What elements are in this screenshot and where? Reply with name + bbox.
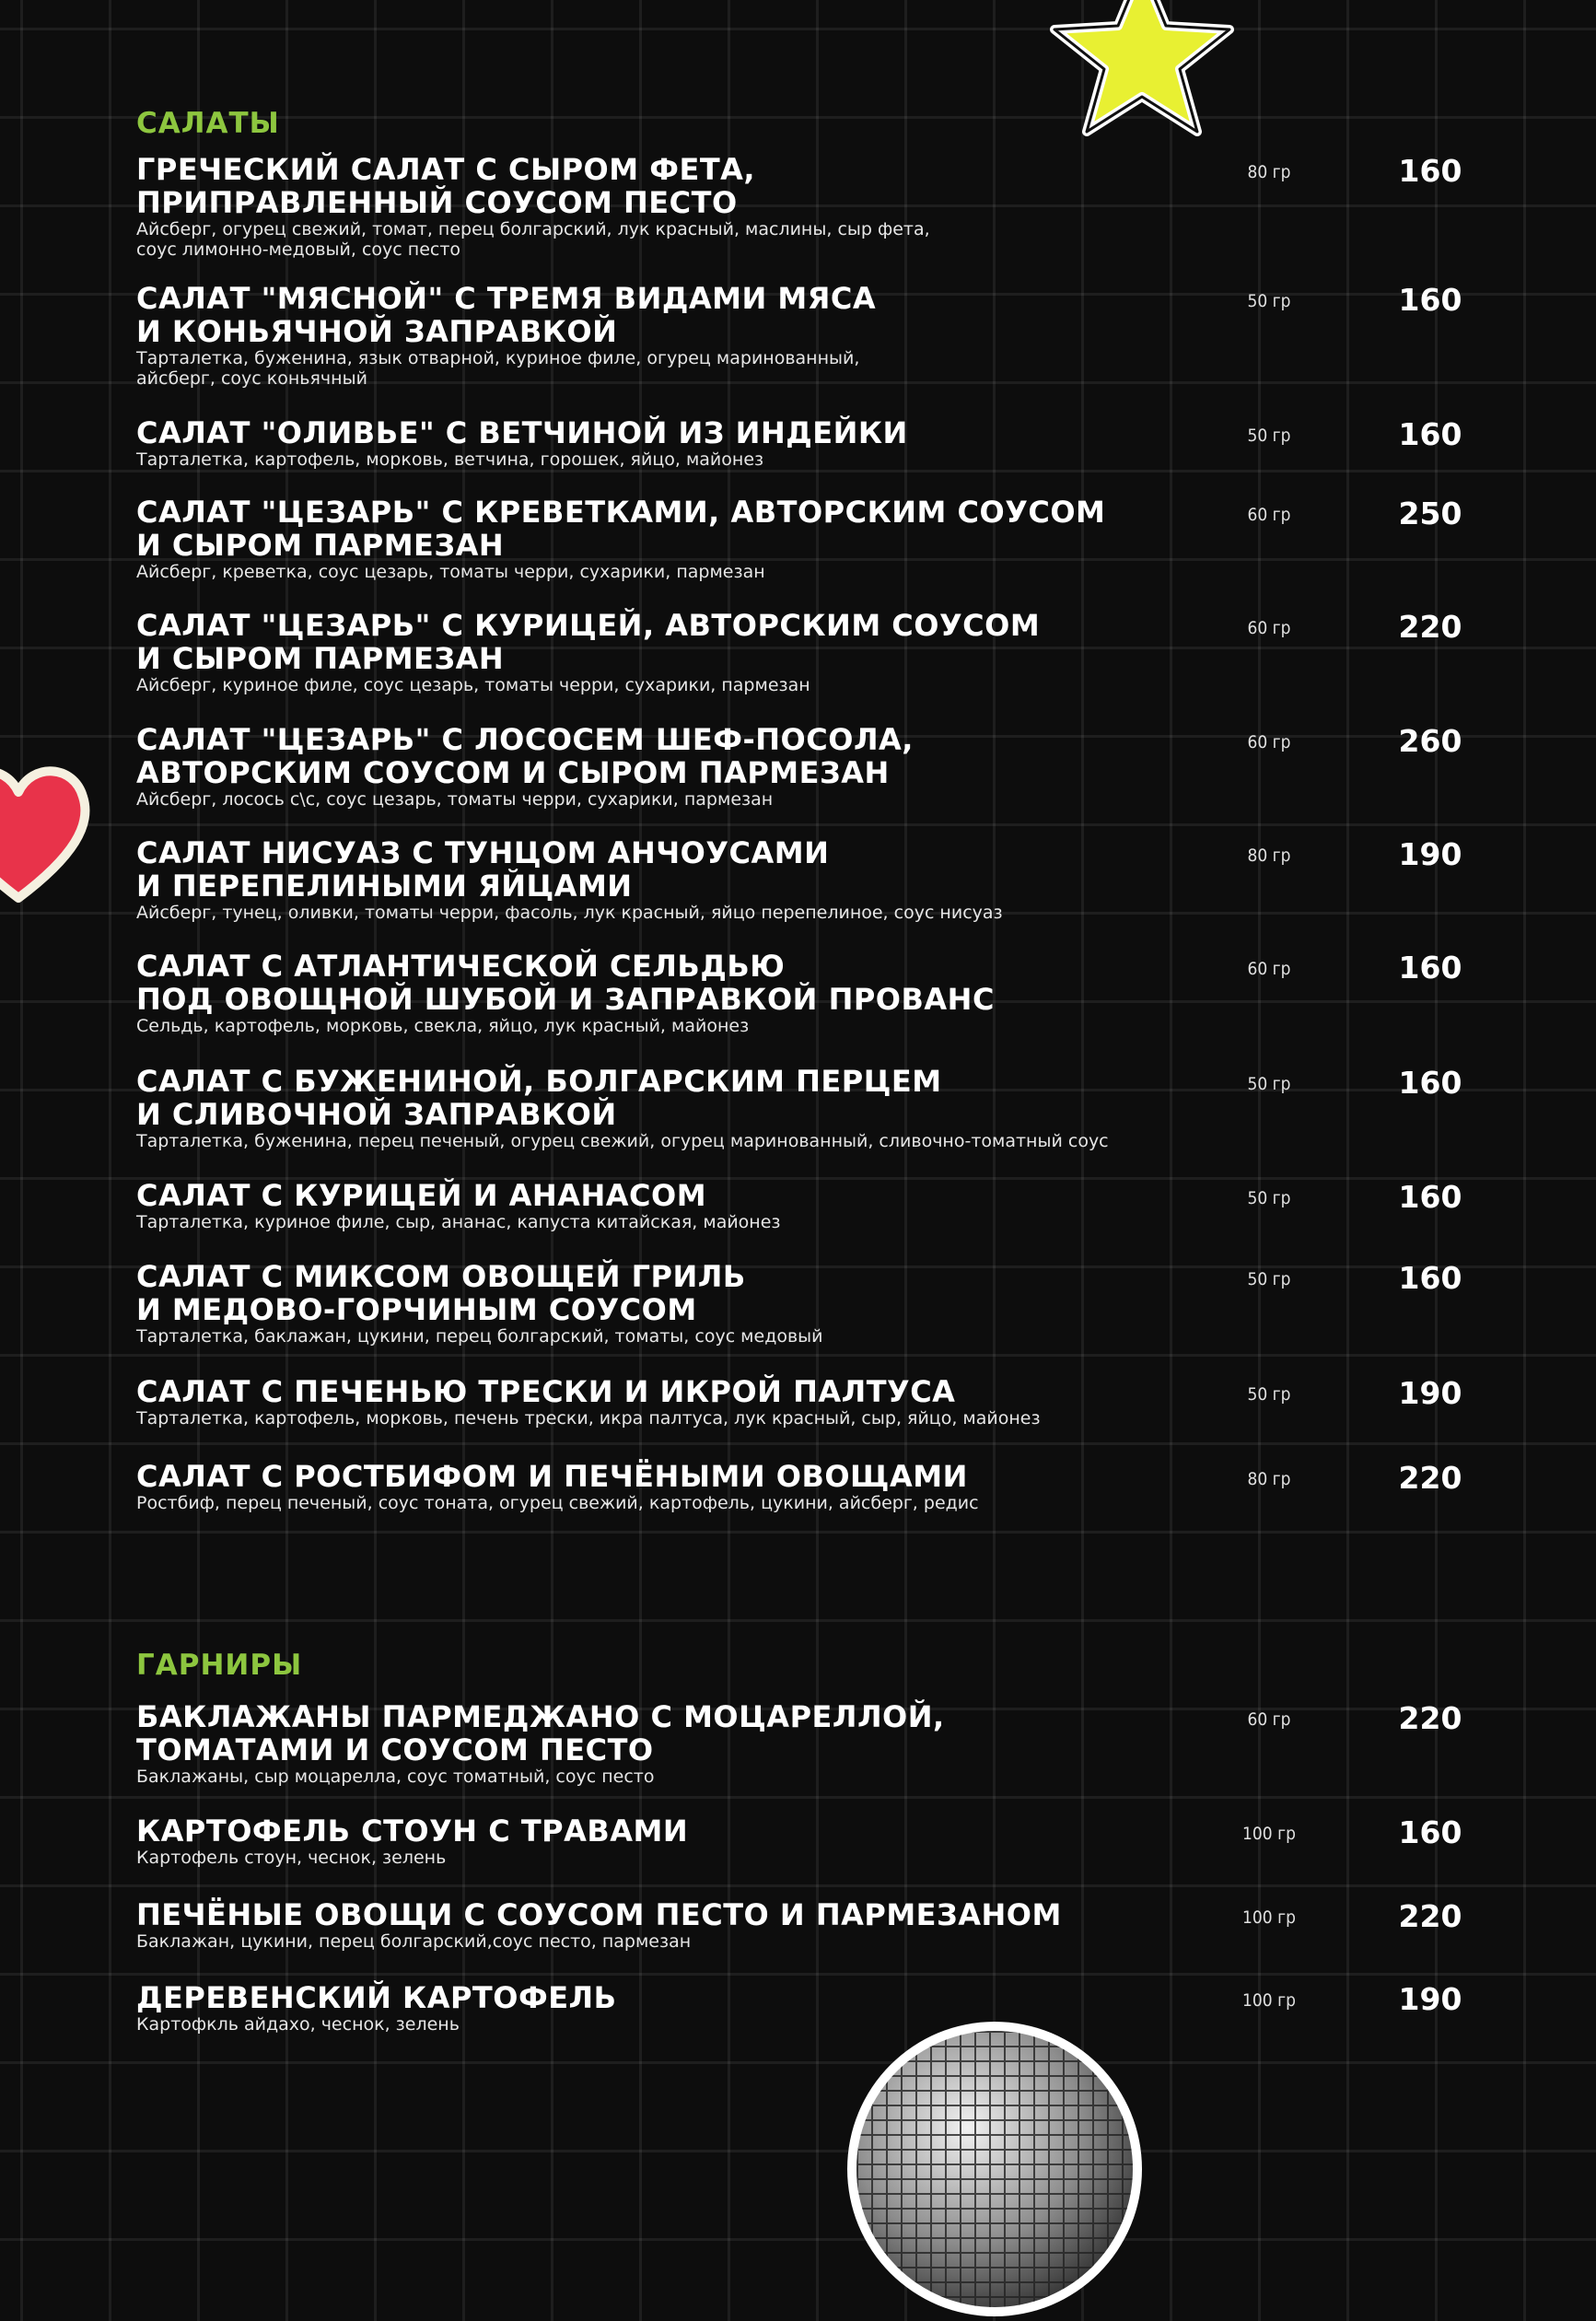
menu-item-price: 160 [1398, 1814, 1462, 1850]
menu-item-weight: 50 гр [1247, 426, 1291, 446]
menu-item-name: САЛАТ С РОСТБИФОМ И ПЕЧЁНЫМИ ОВОЩАМИ [136, 1459, 968, 1494]
menu-item-weight: 60 гр [1247, 959, 1291, 979]
menu-item-name: САЛАТ С БУЖЕНИНОЙ, БОЛГАРСКИМ ПЕРЦЕМ И СЛИВОЧНОЙ ЗАПРАВКОЙ [136, 1064, 942, 1132]
menu-item-name: САЛАТ "МЯСНОЙ" С ТРЕМЯ ВИДАМИ МЯСА И КОНЬЯЧНОЙ ЗАПРАВКОЙ [136, 281, 877, 349]
menu-item-price: 220 [1398, 609, 1462, 645]
menu-item-weight: 50 гр [1247, 1074, 1291, 1094]
menu-item [136, 282, 1481, 389]
menu-item-price: 160 [1398, 1179, 1462, 1215]
menu-item-weight: 50 гр [1247, 1384, 1291, 1405]
menu-item-name: САЛАТ С МИКСОМ ОВОЩЕЙ ГРИЛЬ И МЕДОВО-ГОРЧИНЫМ СОУСОМ [136, 1259, 746, 1327]
menu-item-name: САЛАТ НИСУАЗ С ТУНЦОМ АНЧОУСАМИ И ПЕРЕПЕЛИНЫМИ ЯЙЦАМИ [136, 835, 830, 904]
menu-item-description: Ростбиф, перец печеный, соус тоната, огурец свежий, картофель, цукини, айсберг, редис [136, 1493, 979, 1513]
menu-item-price: 220 [1398, 1898, 1462, 1934]
menu-item-description: Тарталетка, баклажан, цукини, перец болгарский, томаты, соус медовый [136, 1326, 823, 1347]
heart-sticker-icon [0, 746, 92, 912]
menu-item [136, 1814, 1481, 1868]
menu-item-price: 160 [1398, 1065, 1462, 1101]
menu-item-weight: 80 гр [1247, 1469, 1291, 1489]
menu-item-name: САЛАТ "ЦЕЗАРЬ" С КРЕВЕТКАМИ, АВТОРСКИМ СОУСОМ И СЫРОМ ПАРМЕЗАН [136, 495, 1106, 563]
menu-item [136, 1179, 1481, 1232]
menu-item-name: САЛАТ С ПЕЧЕНЬЮ ТРЕСКИ И ИКРОЙ ПАЛТУСА [136, 1374, 956, 1409]
menu-item-description: Тарталетка, куриное филе, сыр, ананас, капуста китайская, майонез [136, 1212, 781, 1232]
menu-item-price: 220 [1398, 1460, 1462, 1496]
menu-item [136, 416, 1481, 470]
menu-item-description: Тарталетка, буженина, язык отварной, куриное филе, огурец маринованный, айсберг, соус коньячный [136, 348, 860, 389]
menu-item-description: Айсберг, куриное филе, соус цезарь, томаты черри, сухарики, пармезан [136, 675, 810, 695]
menu-item-name: САЛАТ "ЦЕЗАРЬ" С КУРИЦЕЙ, АВТОРСКИМ СОУСОМ И СЫРОМ ПАРМЕЗАН [136, 608, 1041, 676]
menu-item-description: Баклажаны, сыр моцарелла, соус томатный, соус песто [136, 1767, 655, 1787]
menu-item [136, 723, 1481, 810]
menu-item-price: 190 [1398, 1375, 1462, 1411]
menu-item [136, 1460, 1481, 1513]
menu-item-weight: 50 гр [1247, 1269, 1291, 1289]
menu-item-weight: 60 гр [1247, 732, 1291, 752]
menu-item-price: 160 [1398, 153, 1462, 189]
menu-item-name: БАКЛАЖАНЫ ПАРМЕДЖАНО С МОЦАРЕЛЛОЙ, ТОМАТАМИ И СОУСОМ ПЕСТО [136, 1699, 945, 1767]
menu-item-price: 160 [1398, 282, 1462, 318]
menu-item [136, 836, 1481, 923]
section-title-garnishes: ГАРНИРЫ [136, 1649, 303, 1682]
menu-item-price: 160 [1398, 1260, 1462, 1296]
menu-item-weight: 60 гр [1247, 505, 1291, 525]
menu-item-name: САЛАТ С АТЛАНТИЧЕСКОЙ СЕЛЬДЬЮ ПОД ОВОЩНОЙ ШУБОЙ И ЗАПРАВКОЙ ПРОВАНС [136, 949, 995, 1017]
menu-item [136, 496, 1481, 582]
menu-item-weight: 100 гр [1242, 1990, 1296, 2011]
menu-item-description: Айсберг, тунец, оливки, томаты черри, фасоль, лук красный, яйцо перепелиное, соус нисуаз [136, 903, 1003, 923]
menu-item-description: Картофель стоун, чеснок, зелень [136, 1848, 447, 1868]
menu-item-name: САЛАТ "ОЛИВЬЕ" С ВЕТЧИНОЙ ИЗ ИНДЕЙКИ [136, 415, 908, 450]
menu-item [136, 950, 1481, 1036]
menu-item-name: ПЕЧЁНЫЕ ОВОЩИ С СОУСОМ ПЕСТО И ПАРМЕЗАНОМ [136, 1897, 1062, 1932]
menu-item [136, 1260, 1481, 1347]
menu-item-description: Тарталетка, буженина, перец печеный, огурец свежий, огурец маринованный, сливочно-томатный соус [136, 1131, 1109, 1151]
menu-item-weight: 50 гр [1247, 1188, 1291, 1208]
menu-item-description: Айсберг, огурец свежий, томат, перец болгарский, лук красный, маслины, сыр фета, соус лимонно-медовый, соус песто [136, 219, 930, 260]
menu-item-price: 220 [1398, 1700, 1462, 1736]
menu-item-weight: 60 гр [1247, 1709, 1291, 1730]
menu-item [136, 1065, 1481, 1151]
menu-item-price: 190 [1398, 836, 1462, 872]
menu-item-name: САЛАТ С КУРИЦЕЙ И АНАНАСОМ [136, 1178, 707, 1213]
menu-item-description: Картофкль айдахо, чеснок, зелень [136, 2014, 460, 2035]
menu-item-description: Тарталетка, картофель, морковь, печень трески, икра палтуса, лук красный, сыр, яйцо, майонез [136, 1408, 1041, 1429]
menu-item [136, 1981, 1481, 2035]
menu-item-price: 260 [1398, 723, 1462, 759]
menu-item-name: ГРЕЧЕСКИЙ САЛАТ С СЫРОМ ФЕТА, ПРИПРАВЛЕННЫЙ СОУСОМ ПЕСТО [136, 152, 756, 220]
disco-ball-icon [843, 2017, 1147, 2321]
menu-item [136, 1375, 1481, 1429]
star-sticker-icon [1050, 0, 1234, 138]
menu-item-description: Тарталетка, картофель, морковь, ветчина, горошек, яйцо, майонез [136, 449, 764, 470]
menu-item [136, 1898, 1481, 1952]
menu-item-weight: 100 гр [1242, 1907, 1296, 1928]
menu-item-price: 160 [1398, 950, 1462, 986]
menu-item [136, 153, 1481, 260]
menu-item-price: 160 [1398, 416, 1462, 452]
section-title-salads: САЛАТЫ [136, 107, 280, 140]
menu-item-name: ДЕРЕВЕНСКИЙ КАРТОФЕЛЬ [136, 1980, 617, 2015]
menu-item-description: Сельдь, картофель, морковь, свекла, яйцо, лук красный, майонез [136, 1016, 750, 1036]
menu-item-weight: 60 гр [1247, 618, 1291, 638]
menu-item-description: Айсберг, лосось с\с, соус цезарь, томаты черри, сухарики, пармезан [136, 789, 774, 810]
menu-item [136, 609, 1481, 695]
menu-item-weight: 80 гр [1247, 846, 1291, 866]
menu-item-price: 250 [1398, 496, 1462, 531]
menu-item-description: Баклажан, цукини, перец болгарский,соус песто, пармезан [136, 1931, 692, 1952]
menu-item [136, 1700, 1481, 1787]
menu-item-weight: 80 гр [1247, 162, 1291, 182]
menu-item-description: Айсберг, креветка, соус цезарь, томаты черри, сухарики, пармезан [136, 562, 765, 582]
menu-item-price: 190 [1398, 1981, 1462, 2017]
menu-item-name: САЛАТ "ЦЕЗАРЬ" С ЛОСОСЕМ ШЕФ-ПОСОЛА, АВТОРСКИМ СОУСОМ И СЫРОМ ПАРМЕЗАН [136, 722, 914, 790]
menu-item-name: КАРТОФЕЛЬ СТОУН С ТРАВАМИ [136, 1814, 689, 1849]
menu-item-weight: 100 гр [1242, 1824, 1296, 1844]
menu-item-weight: 50 гр [1247, 291, 1291, 311]
